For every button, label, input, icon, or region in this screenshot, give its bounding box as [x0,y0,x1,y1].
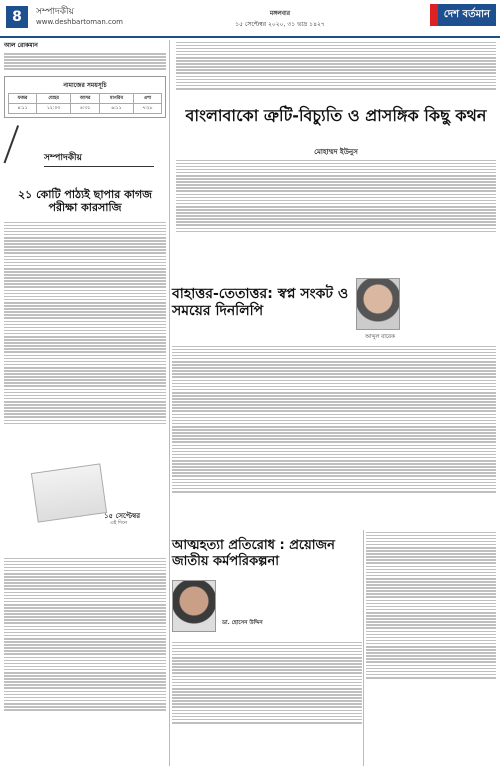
article3-author: ডা. হোসেন উদ্দিন [222,620,263,626]
column-divider [363,530,364,766]
weekday: মঙ্গলবার [269,10,291,17]
editorial-rule [44,166,154,167]
article1-headline: বাংলাবাকো ত্রুটি-বিচ্যুতি ও প্রাসঙ্গিক কিছু কথন [185,106,487,125]
article2-author: আব্দুল বারেক [365,334,395,340]
article1-intro [176,40,496,91]
page-header [0,0,500,44]
left-column [4,40,166,118]
page-number: 8 [6,6,28,28]
this-day-label: এই দিনে [110,520,128,526]
editorial-headline: ২১ কোটি পাঠ্যই ছাপার কাগজ পরীক্ষা কারসাজি [17,188,153,214]
prayer-time: ৭:২৮ [133,104,161,114]
prayer-header: ফজর [9,94,37,104]
article2-headline: বাহাত্তর-তেতাত্তর: স্বপ্ন সংকট ও সময়ের দিনলিপি [172,286,349,319]
author-photo [172,580,216,632]
masthead-logo: দেশ বর্তমান [430,4,496,26]
prayer-time: ৪:৩১ [71,104,100,114]
article3-side-body [366,530,496,680]
left-body-text [4,53,166,70]
editorial-label: সম্পাদকীয় [44,153,82,163]
article3-headline: আত্মহত্যা প্রতিরোধ : প্রয়োজন জাতীয় কর্মপরিকল্পনা [172,538,335,569]
article3-body [172,640,362,725]
prayer-table [8,93,162,114]
article1-body [176,158,496,234]
this-day-box [4,460,166,550]
article1-author: মোহাম্মদ ইউনুস [314,148,358,156]
article2-body [172,344,496,494]
this-day-list [4,556,166,712]
prayer-header: আসর [71,94,100,104]
this-day-date: ১৫ সেপ্টেম্বর [104,512,141,520]
prayer-time: ৬:১১ [100,104,134,114]
full-date: ১৫ সেপ্টেম্বর ২০২০, ৩১ ভাদ্র ১৪২৭ [235,21,325,28]
editorial-body [4,220,166,426]
author-photo [356,278,400,330]
calendar-image [31,463,107,522]
left-author: আল রোকমান [4,42,38,49]
prayer-header: যোহর [37,94,71,104]
section-title: সম্পাদকীয় [36,7,74,17]
site-url[interactable]: www.deshbartoman.com [36,18,123,26]
editorial-logo [4,120,166,176]
date-line [200,8,360,30]
prayer-header: মাগরিব [100,94,134,104]
pen-icon [4,125,29,167]
prayer-table-title: নামাজের সময়সূচি [63,82,107,90]
header-rule [0,36,500,38]
prayer-time: ১২:০৩ [37,104,71,114]
column-divider [169,40,170,766]
prayer-header: এশা [133,94,161,104]
prayer-time-box [4,76,166,118]
prayer-time: ৪:১১ [9,104,37,114]
